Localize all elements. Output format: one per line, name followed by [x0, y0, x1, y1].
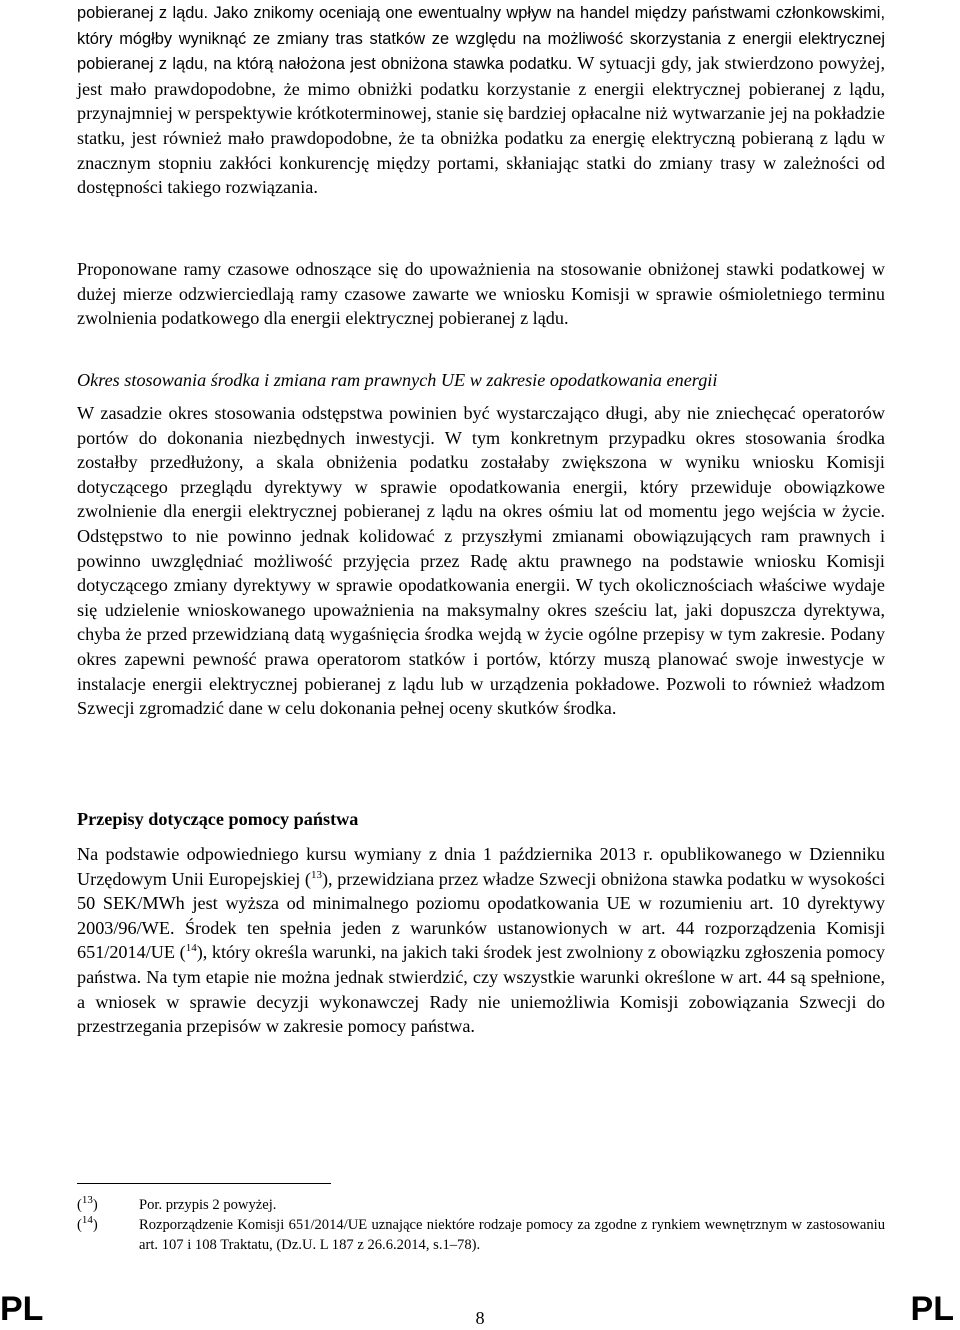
paragraph-2: Proponowane ramy czasowe odnoszące się do upoważnienia na stosowanie obniżonej stawki podatkowej w dużej mierze odzwierciedlają ramy czasowe zawarte we wniosku Komisji w sprawie ośmioletniego terminu zwolnienia podatkowego dla energii elektrycznej pobieranej z lądu. [77, 259, 885, 329]
language-code-right: PL [910, 1290, 954, 1328]
footnote-separator [77, 1183, 331, 1184]
footnote-ref-14[interactable]: 14 [185, 942, 197, 955]
footnote-14 [77, 1215, 885, 1255]
language-code-left: PL [0, 1290, 44, 1328]
section-heading-state-aid: Przepisy dotyczące pomocy państwa [77, 809, 359, 829]
page-number: 8 [475, 1308, 485, 1328]
paragraph-1-intro: pobieranej z lądu. Jako znikomy oceniają one ewentualny wpływ na handel między państwami członkowskimi, który mógłby wyniknąć ze zmiany tras statków ze względu na możliwość skorzystania z energii elektrycznej pobieranej z lądu, na którą nałożona jest obniżona stawka podatku. [77, 4, 885, 74]
footnote-number: ($^{13}$) [77, 1194, 98, 1213]
paragraph-4-part2: ), przewidziana przez władze Szwecji obniżona stawka podatku w wysokości 50 SEK/MWh jest wyższa od minimalnego poziomu opodatkowania UE w rozumieniu art. 10 dyrektywy 2003/96/WE. Środek ten spełnia jeden z warunków ustanowionych w art. 44 rozporządzenia Komisji 651/2014/UE ( [77, 868, 885, 963]
footnote-number: ($^{14}$) [77, 1214, 98, 1233]
footnote-text: Rozporządzenie Komisji 651/2014/UE uznające niektóre rodzaje pomocy za zgodne z rynkiem wewnętrznym w zastosowaniu art. 107 i 108 Traktatu, (Dz.U. L 187 z 26.6.2014, s.1–78). [139, 1217, 885, 1253]
footnote-text: Por. przypis 2 powyżej. [139, 1197, 277, 1213]
paragraph-1 [77, 0, 885, 200]
paragraph-4 [77, 842, 885, 1039]
section-heading-period: Okres stosowania środka i zmiana ram prawnych UE w zakresie opodatkowania energii [77, 370, 718, 390]
paragraph-4-part1: Na podstawie odpowiedniego kursu wymiany z dnia 1 października 2013 r. opublikowanego w Dzienniku Urzędowym Unii Europejskiej ( [77, 844, 885, 889]
footnote-13 [77, 1195, 885, 1215]
paragraph-4-part3: ), który określa warunki, na jakich taki środek jest zwolniony z obowiązku zgłoszenia pomocy państwa. Na tym etapie nie można jednak stwierdzić, czy wszystkie warunki określone w art. 44 są spełnione, a wniosek w sprawie decyzji wykonawczej Rady nie uniemożliwia Komisji zobowiązania Szwecji do przestrzegania przepisów w zakresie pomocy państwa. [77, 942, 885, 1037]
paragraph-3: W zasadzie okres stosowania odstępstwa powinien być wystarczająco długi, aby nie zniechęcać operatorów portów do dokonania niezbędnych inwestycji. W tym konkretnym przypadku okres stosowania środka zostałby przedłużony, a skala obniżenia podatku zostałaby zwiększona w wyniku wniosku Komisji dotyczącego przeglądu dyrektywy w sprawie opodatkowania energii, który przewiduje obowiązkowe zwolnienie dla energii elektrycznej pobieranej z lądu na okres ośmiu lat od momentu jego wejścia w życie. Odstępstwo to nie powinno jednak kolidować z przyszłymi zmianami obowiązujących ram prawnych i powinno uwzględniać możliwość przyjęcia przez Radę aktu prawnego na podstawie wniosku Komisji dotyczącego zmiany dyrektywy w sprawie opodatkowania energii. W tych okolicznościach właściwe wydaje się udzielenie wnioskowanego upoważnienia na maksymalny okres sześciu lat, jaki dopuszcza dyrektywa, chyba że przed przewidzianą datą wygaśnięcia środka wejdą w życie ogólne przepisy w tym zakresie. Podany okres zapewni pewność prawa operatorom statków i portów, którzy muszą planować swoje inwestycje w instalacje energii elektrycznej pobieranej z lądu lub w urządzenia pokładowe. Pozwoli to również władzom Szwecji zgromadzić dane w celu dokonania pełnej oceny skutków środka. [77, 403, 885, 719]
footnote-ref-13[interactable]: 13 [311, 868, 322, 881]
paragraph-1-rest: W sytuacji gdy, jak stwierdzono powyżej, jest mało prawdopodobne, że mimo obniżki podatku korzystanie z energii elektrycznej pobieranej z lądu, przynajmniej w perspektywie krótkoterminowej, stanie się bardziej opłacalne niż wytwarzanie jej na pokładzie statku, jest również mało prawdopodobne, że ta obniżka podatku za energię elektryczną pobieraną z lądu w znacznym stopniu zakłóci konkurencję między portami, skłaniając statki do zmiany trasy w zależności od dostępności takiego rozwiązania. [77, 53, 886, 198]
